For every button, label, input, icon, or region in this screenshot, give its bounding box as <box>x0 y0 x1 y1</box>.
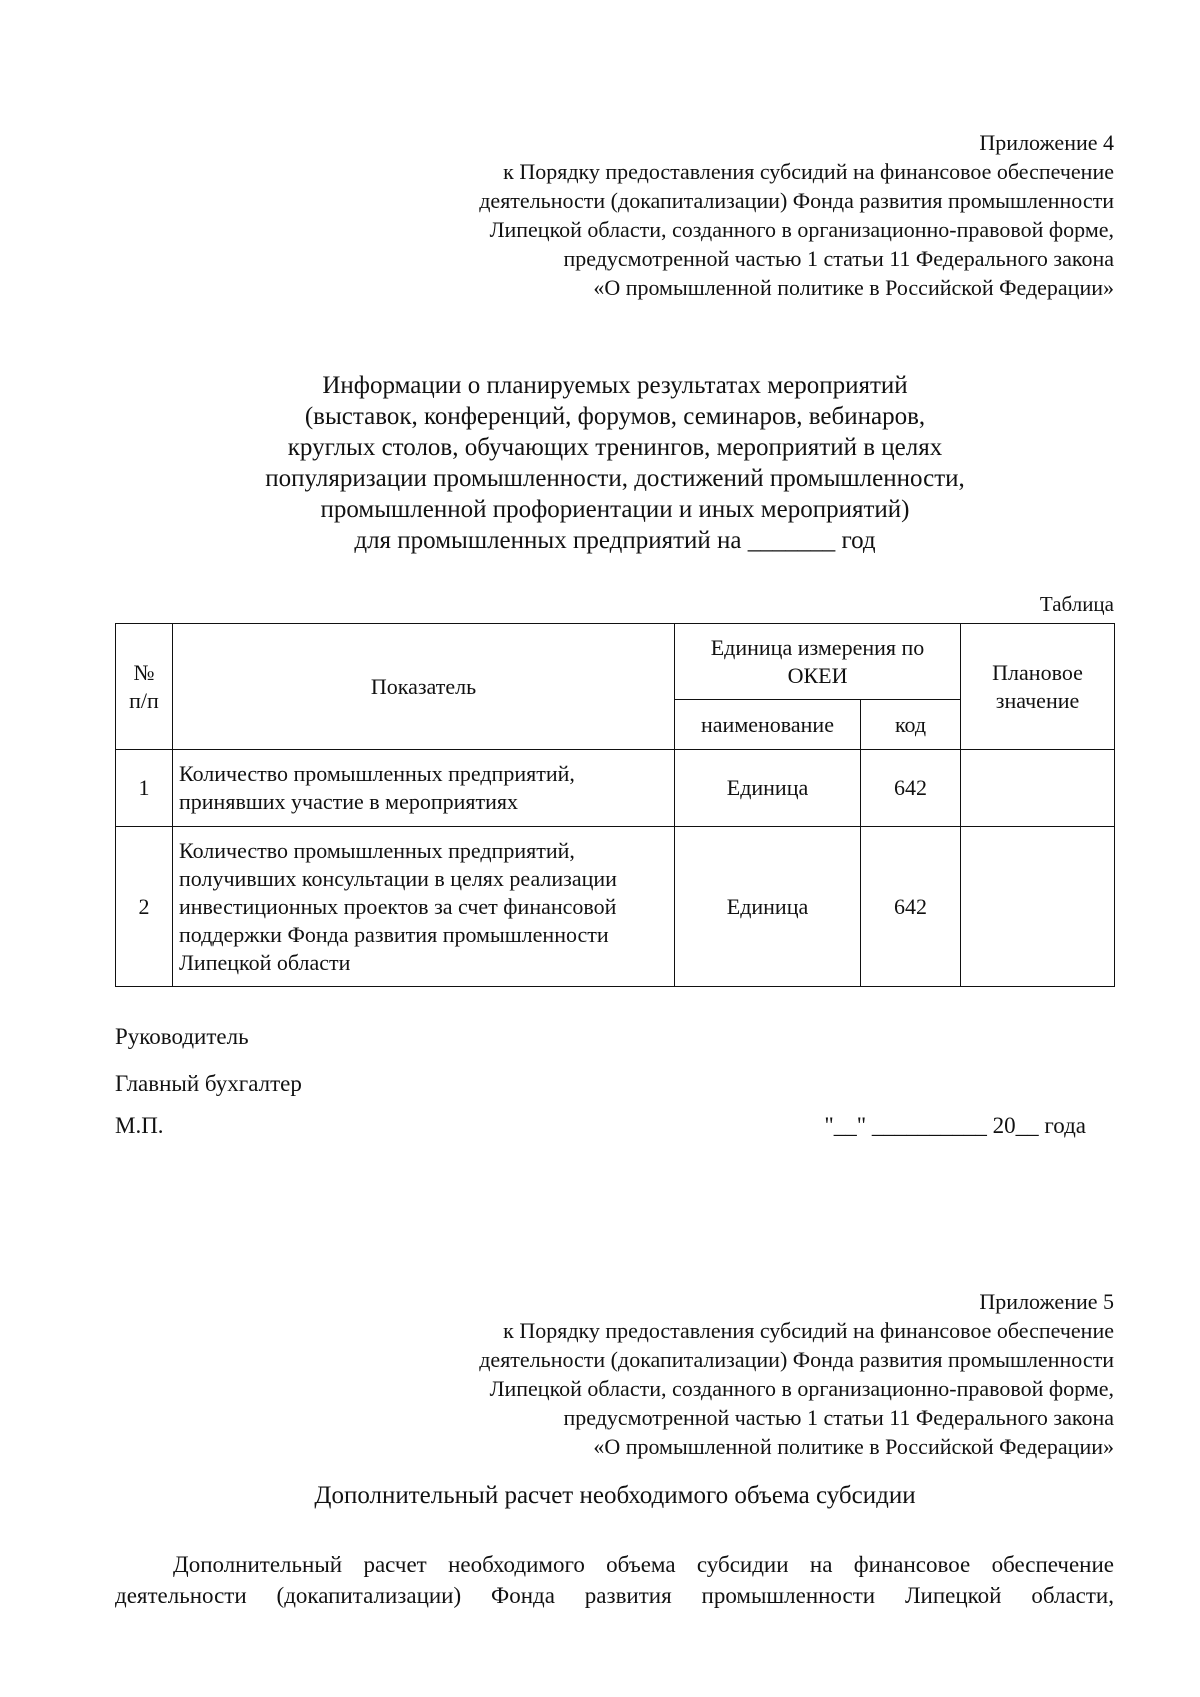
indicator-line: инвестиционных проектов за счет финансовой <box>179 893 617 919</box>
appendix-line: предусмотренной частью 1 статьи 11 Федерального закона <box>563 246 1114 271</box>
row-number: 1 <box>116 750 173 827</box>
appendix-4-header <box>479 128 1114 302</box>
appendix-line: предусмотренной частью 1 статьи 11 Федерального закона <box>563 1405 1114 1430</box>
header-unit-group: Единица измерения по ОКЕИ <box>675 624 961 700</box>
table-caption: Таблица <box>1039 592 1114 616</box>
appendix-line: «О промышленной политике в Российской Федерации» <box>593 1434 1114 1459</box>
document-title <box>0 370 1200 556</box>
row-indicator <box>173 750 675 827</box>
title-line: популяризации промышленности, достижений промышленности, <box>265 465 965 492</box>
header-indicator: Показатель <box>173 624 675 750</box>
row-indicator <box>173 827 675 987</box>
indicator-line: принявших участие в мероприятиях <box>179 789 519 814</box>
seal-label: М.П. <box>115 1113 164 1138</box>
indicator-line: получивших консультации в целях реализации <box>179 865 617 891</box>
header-number: № п/п <box>116 624 173 750</box>
indicator-line: Количество промышленных предприятий, <box>179 761 575 786</box>
section-title: Дополнительный расчет необходимого объема субсидии <box>314 1482 916 1509</box>
appendix-5-header <box>479 1287 1114 1461</box>
title-line: (выставок, конференций, форумов, семинаров, вебинаров, <box>304 403 926 430</box>
row-unit-code: 642 <box>861 827 961 987</box>
section-paragraph <box>115 1549 1114 1611</box>
appendix-line: к Порядку предоставления субсидий на финансовое обеспечение <box>503 159 1114 184</box>
appendix-line: деятельности (докапитализации) Фонда развития промышленности <box>479 188 1114 213</box>
results-table <box>115 623 1115 987</box>
paragraph-line: Дополнительный расчет необходимого объема субсидии на финансовое обеспечение <box>173 1552 1114 1577</box>
appendix-line: деятельности (докапитализации) Фонда развития промышленности <box>479 1347 1114 1372</box>
appendix-line: Липецкой области, созданного в организационно-правовой форме, <box>489 217 1114 242</box>
header-unit-code: код <box>861 700 961 750</box>
header-unit-name: наименование <box>675 700 861 750</box>
table-header-row <box>116 624 1115 700</box>
head-signature-label: Руководитель <box>115 1024 249 1049</box>
row-unit-name: Единица <box>675 750 861 827</box>
indicator-line: поддержки Фонда развития промышленности <box>179 921 609 947</box>
indicator-line: Липецкой области <box>179 949 351 975</box>
appendix-line: Приложение 4 <box>979 130 1114 155</box>
title-line: круглых столов, обучающих тренингов, мероприятий в целях <box>287 434 943 461</box>
appendix-line: Липецкой области, созданного в организационно-правовой форме, <box>489 1376 1114 1401</box>
table-row <box>116 827 1115 987</box>
row-planned <box>961 827 1115 987</box>
title-line: Информации о планируемых результатах мероприятий <box>322 372 908 399</box>
paragraph-line: деятельности (докапитализации) Фонда развития промышленности Липецкой области, <box>115 1583 1114 1608</box>
appendix-line: Приложение 5 <box>979 1289 1114 1314</box>
appendix-line: «О промышленной политике в Российской Федерации» <box>593 275 1114 300</box>
chief-accountant-label: Главный бухгалтер <box>115 1071 302 1096</box>
title-line: для промышленных предприятий на _______ год <box>354 527 876 554</box>
date-line: "__" __________ 20__ года <box>824 1113 1086 1138</box>
row-unit-name: Единица <box>675 827 861 987</box>
table-row <box>116 750 1115 827</box>
title-line: промышленной профориентации и иных мероприятий) <box>320 496 910 523</box>
header-planned: Плановое значение <box>961 624 1115 750</box>
indicator-line: Количество промышленных предприятий, <box>179 837 575 863</box>
row-number: 2 <box>116 827 173 987</box>
row-unit-code: 642 <box>861 750 961 827</box>
appendix-line: к Порядку предоставления субсидий на финансовое обеспечение <box>503 1318 1114 1343</box>
row-planned <box>961 750 1115 827</box>
